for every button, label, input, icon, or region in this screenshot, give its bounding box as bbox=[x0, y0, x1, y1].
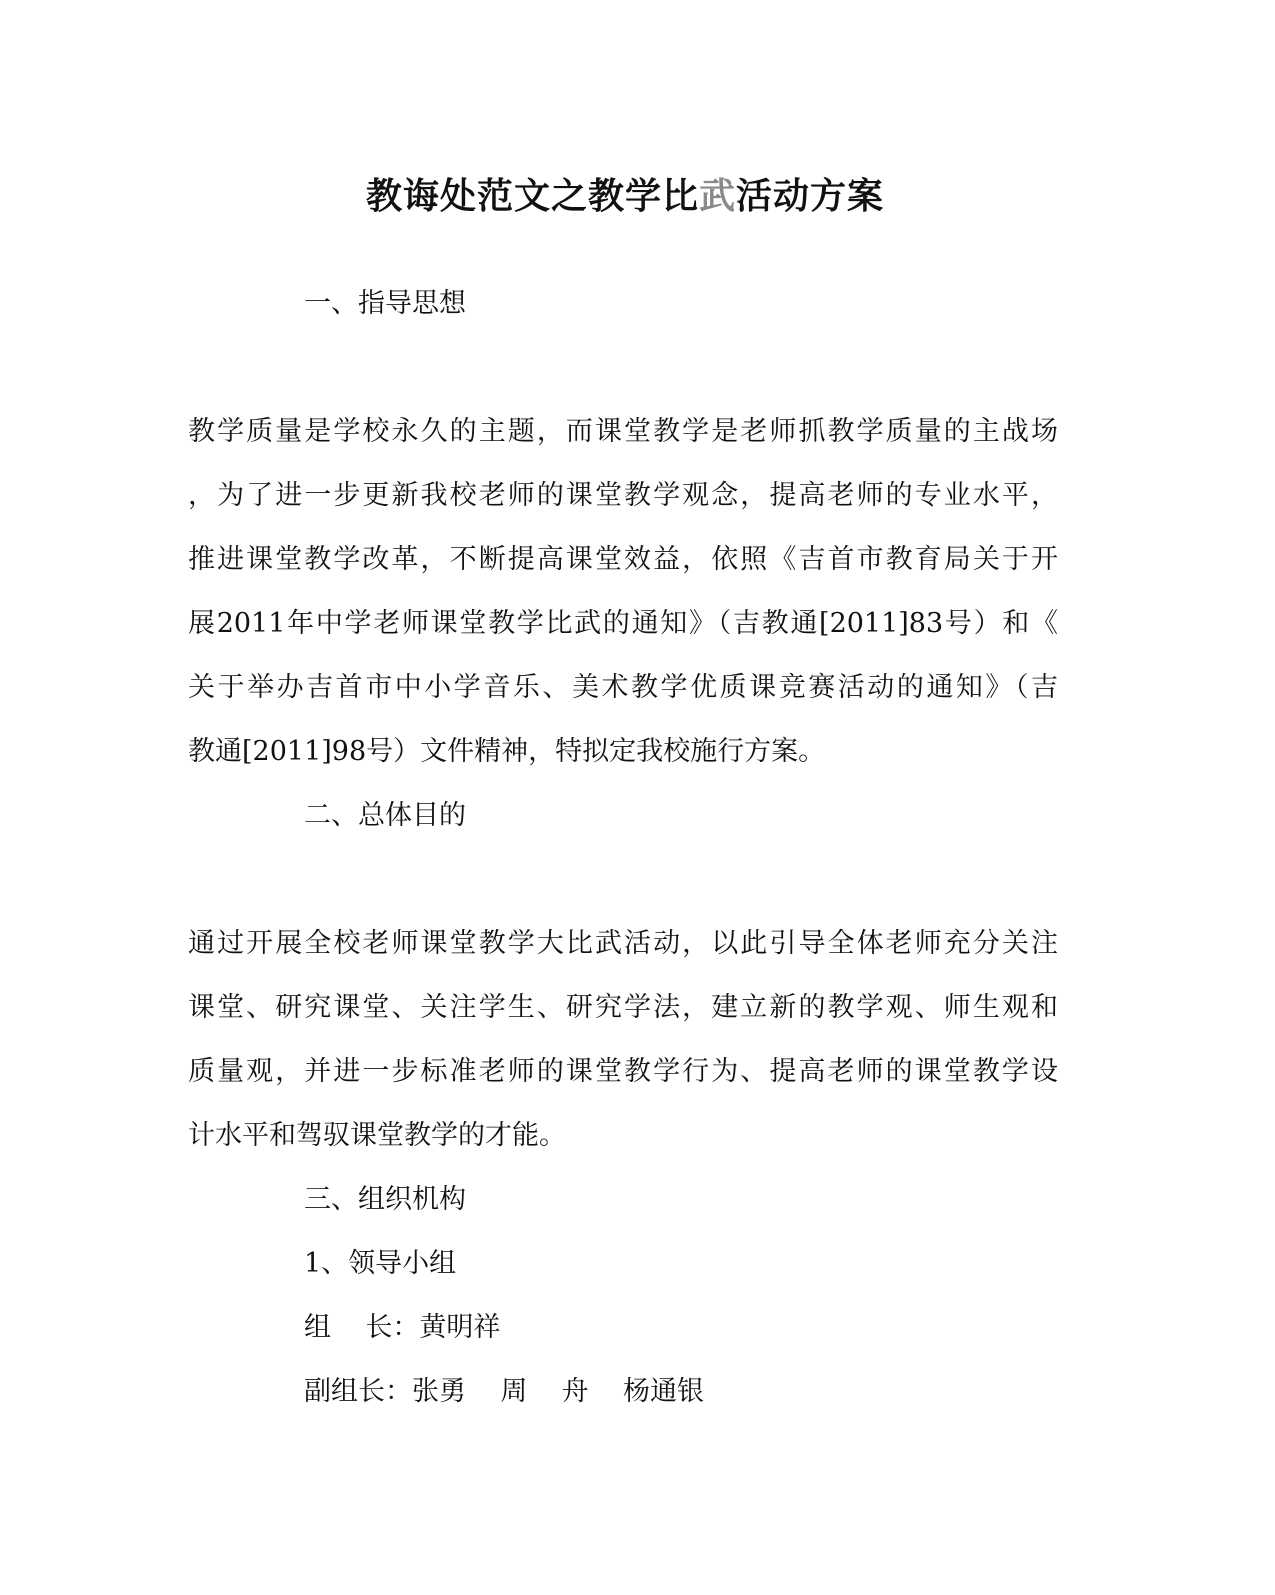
subheading-leadership-group: 1、领导小组 bbox=[304, 1248, 457, 1279]
paragraph-line: ，为了进一步更新我校老师的课堂教学观念，提高老师的专业水平， bbox=[188, 480, 1058, 511]
paragraph-overall-goal bbox=[188, 912, 1058, 1168]
paragraph-line: 展2011年中学老师课堂教学比武的通知》（吉教通[2011]83号）和《 bbox=[188, 608, 1058, 639]
document-title bbox=[0, 168, 1250, 224]
deputy-names: 张勇 周 舟 杨通银 bbox=[412, 1376, 704, 1407]
paragraph-line: 关于举办吉首市中小学音乐、美术教学优质课竞赛活动的通知》（吉 bbox=[188, 672, 1058, 703]
section-heading-guiding-thought: 一、指导思想 bbox=[304, 288, 466, 319]
paragraph-line: 质量观，并进一步标准老师的课堂教学行为、提高老师的课堂教学设 bbox=[188, 1056, 1058, 1087]
paragraph-line: 教学质量是学校永久的主题，而课堂教学是老师抓教学质量的主战场 bbox=[188, 416, 1058, 447]
deputy-line bbox=[304, 1372, 704, 1412]
leader-line bbox=[304, 1308, 500, 1348]
title-text-highlight: 武 bbox=[698, 175, 736, 217]
leader-name: 黄明祥 bbox=[419, 1312, 501, 1343]
paragraph-line: 教通[2011]98号）文件精神，特拟定我校施行方案。 bbox=[188, 736, 826, 767]
paragraph-line: 计水平和驾驭课堂教学的才能。 bbox=[188, 1120, 566, 1151]
deputy-label: 副组长： bbox=[304, 1376, 412, 1407]
paragraph-line: 课堂、研究课堂、关注学生、研究学法，建立新的教学观、师生观和 bbox=[188, 992, 1058, 1023]
title-text-before: 教诲处范文之教学比 bbox=[365, 175, 699, 217]
paragraph-line: 推进课堂教学改革，不断提高课堂效益，依照《吉首市教育局关于开 bbox=[188, 544, 1058, 575]
paragraph-line: 通过开展全校老师课堂教学大比武活动，以此引导全体老师充分关注 bbox=[188, 928, 1058, 959]
section-heading-organization: 三、组织机构 bbox=[304, 1184, 466, 1215]
paragraph-guiding-thought bbox=[188, 400, 1058, 784]
title-text-after: 活动方案 bbox=[736, 175, 885, 217]
section-heading-overall-goal: 二、总体目的 bbox=[304, 800, 466, 831]
leader-label: 组 长： bbox=[304, 1312, 420, 1343]
